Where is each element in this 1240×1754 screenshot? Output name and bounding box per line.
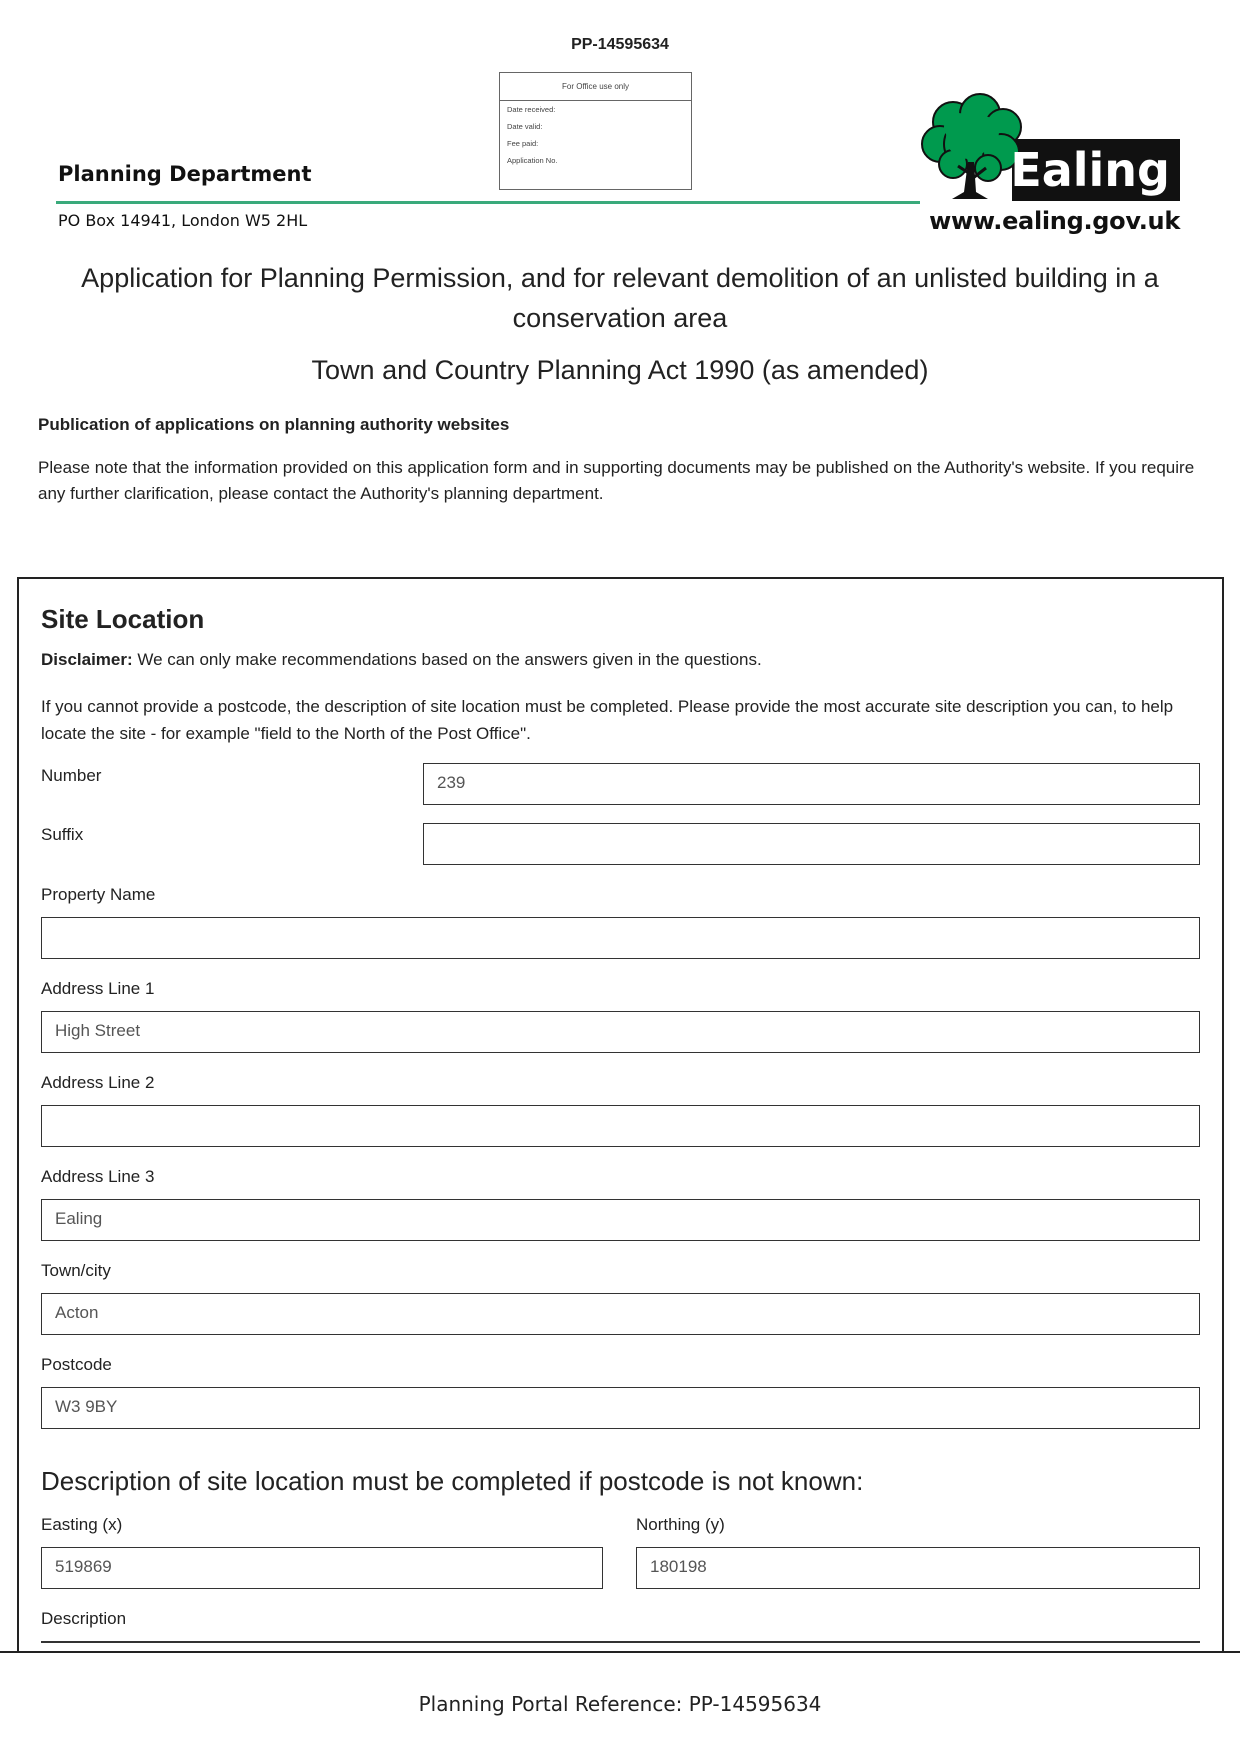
town-city-label: Town/city	[41, 1261, 111, 1280]
northing-label: Northing (y)	[636, 1515, 725, 1534]
address-line-2-label: Address Line 2	[41, 1073, 155, 1092]
publication-notice: Please note that the information provided on this application form and in supporting documents may be published on the Authority's website. If you require any further clarification, please contact the Authority's planning department.	[38, 458, 1195, 503]
suffix-label: Suffix	[41, 825, 84, 844]
logo-wordmark: Ealing	[1010, 143, 1170, 197]
number-field[interactable]: 239	[423, 763, 1200, 805]
council-website[interactable]: www.ealing.gov.uk	[929, 207, 1180, 235]
office-application-no: Application No.	[507, 156, 558, 165]
department-title: Planning Department	[58, 162, 312, 186]
act-subtitle: Town and Country Planning Act 1990 (as amended)	[311, 355, 929, 385]
disclaimer	[41, 650, 762, 670]
description-field[interactable]	[41, 1641, 1200, 1643]
address-line-2-field[interactable]	[41, 1105, 1200, 1147]
northing-field[interactable]: 180198	[636, 1547, 1200, 1589]
address-line-3-label: Address Line 3	[41, 1167, 155, 1186]
disclaimer-label: Disclaimer:	[41, 650, 133, 669]
footer-reference: Planning Portal Reference: PP-14595634	[418, 1692, 822, 1716]
number-label: Number	[41, 766, 102, 785]
property-name-field[interactable]	[41, 917, 1200, 959]
site-description-heading: Description of site location must be completed if postcode is not known:	[41, 1466, 864, 1496]
postcode-label: Postcode	[41, 1355, 112, 1374]
department-address: PO Box 14941, London W5 2HL	[58, 211, 308, 230]
town-city-field[interactable]: Acton	[41, 1293, 1200, 1335]
disclaimer-text: We can only make recommendations based on the answers given in the questions.	[132, 650, 762, 669]
tree-icon	[918, 92, 1183, 207]
office-fee-paid: Fee paid:	[507, 139, 539, 148]
header-divider	[56, 201, 920, 204]
easting-field[interactable]: 519869	[41, 1547, 603, 1589]
postcode-guidance: If you cannot provide a postcode, the description of site location must be completed. Please provide the most accurate site description you can, to help locate the site - for example "field to the North of the Post Office".	[41, 697, 1174, 743]
address-line-1-label: Address Line 1	[41, 979, 155, 998]
office-date-valid: Date valid:	[507, 122, 543, 131]
publication-heading: Publication of applications on planning authority websites	[38, 415, 510, 434]
office-date-received: Date received:	[507, 105, 556, 114]
easting-label: Easting (x)	[41, 1515, 123, 1534]
office-use-title: For Office use only	[500, 73, 691, 101]
description-label: Description	[41, 1609, 127, 1628]
section-title-site-location: Site Location	[41, 604, 205, 634]
suffix-field[interactable]	[423, 823, 1200, 865]
postcode-field[interactable]: W3 9BY	[41, 1387, 1200, 1429]
address-line-3-field[interactable]: Ealing	[41, 1199, 1200, 1241]
form-title: Application for Planning Permission, and for relevant demolition of an unlisted building in a conservation area	[81, 263, 1159, 333]
address-line-1-field[interactable]: High Street	[41, 1011, 1200, 1053]
property-name-label: Property Name	[41, 885, 156, 904]
office-use-box	[499, 72, 692, 190]
application-reference: PP-14595634	[571, 36, 669, 53]
